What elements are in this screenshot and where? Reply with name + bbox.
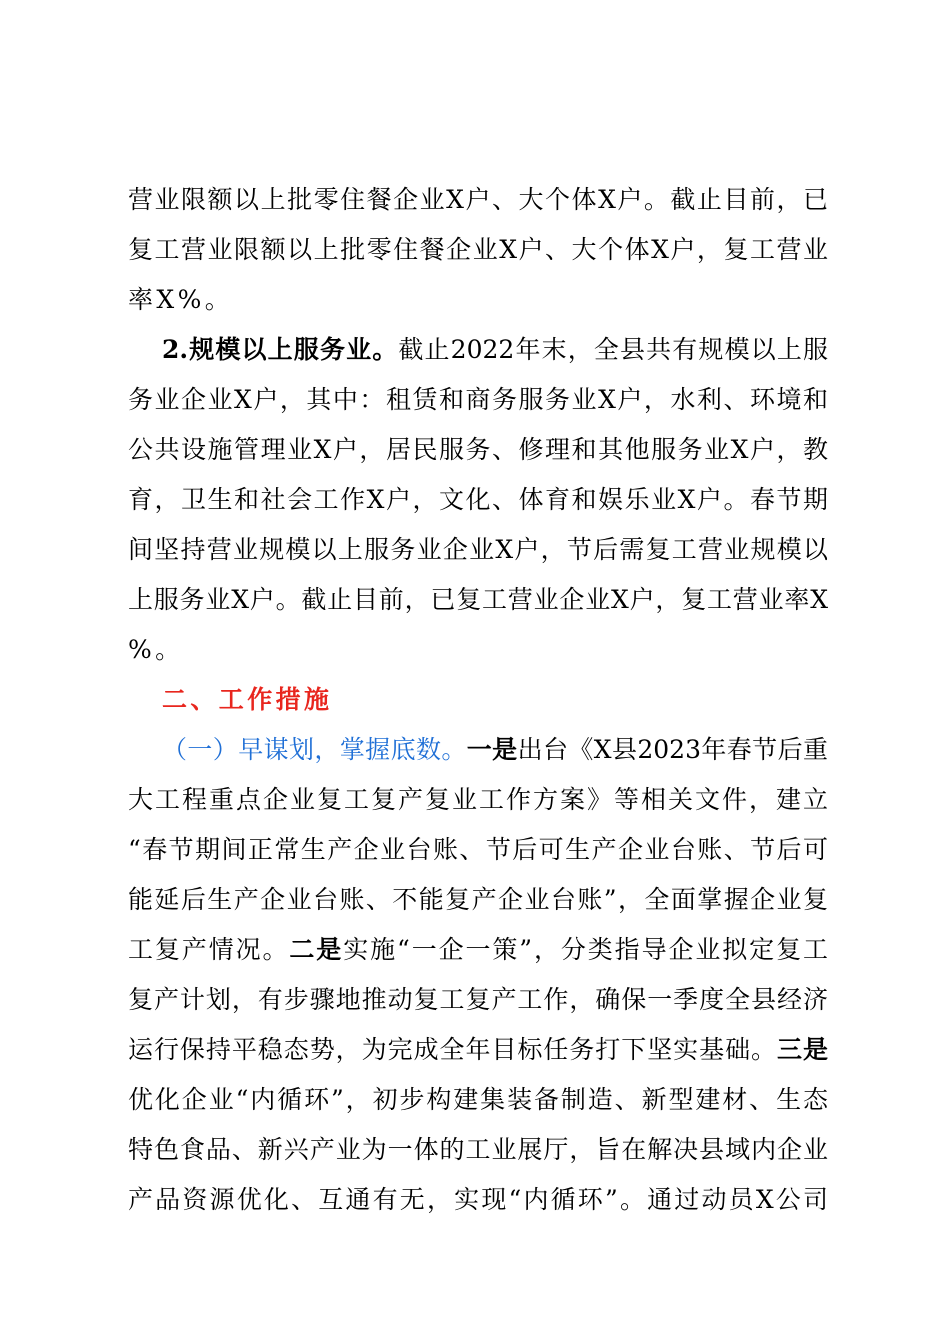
point-one-text: 出台《X县2023年春节后重: [517, 735, 828, 764]
text-line-3: 率X%。: [128, 285, 234, 314]
text-line-6: 公共设施管理业X户，居民服务、修理和其他服务业X户，教: [128, 435, 828, 464]
para2-line-8: 优化企业“内循环”，初步构建集装备制造、新型建材、生态: [128, 1085, 828, 1114]
text-line-5: 务业企业X户，其中：租赁和商务服务业X户，水利、环境和: [128, 385, 828, 414]
para2-line-5-a: 工复产情况。: [128, 935, 290, 964]
text-line-2: 复工营业限额以上批零住餐企业X户、大个体X户，复工营业: [128, 235, 828, 264]
para2-line-7-a: 运行保持平稳态势，为完成全年目标任务打下坚实基础。: [128, 1035, 778, 1064]
para2-line-6: 复产计划，有步骤地推动复工复产工作，确保一季度全县经济: [128, 985, 828, 1014]
para2-line-1: [162, 730, 828, 770]
subheading-services: 2.规模以上服务业。: [162, 335, 399, 364]
point-three-label: 三是: [777, 1035, 828, 1064]
para2-line-4: 能延后生产企业台账、不能复产企业台账”，全面掌握企业复: [128, 885, 828, 914]
point-two-label: 二是: [289, 935, 344, 964]
text-line-7: 育，卫生和社会工作X户，文化、体育和娱乐业X户。春节期: [128, 485, 828, 514]
para2-line-3: “春节期间正常生产企业台账、节后可生产企业台账、节后可: [128, 835, 828, 864]
subheading-services-line: [162, 330, 828, 370]
para2-line-9: 特色食品、新兴产业为一体的工业展厅，旨在解决县域内企业: [128, 1135, 828, 1164]
section-heading: 二、工作措施: [162, 685, 333, 714]
text-services-intro: 截止2022年末，全县共有规模以上服: [398, 335, 829, 364]
text-line-1: 营业限额以上批零住餐企业X户、大个体X户。截止目前，已: [128, 185, 828, 214]
text-line-10: %。: [128, 635, 184, 664]
sub-heading: （一）早谋划，掌握底数。: [162, 735, 467, 764]
para2-line-7: [128, 1030, 828, 1070]
text-line-9: 上服务业X户。截止目前，已复工营业企业X户，复工营业率X: [128, 585, 828, 614]
para2-line-5-b: 实施“一企一策”，分类指导企业拟定复工: [343, 935, 828, 964]
text-line-8: 间坚持营业规模以上服务业企业X户，节后需复工营业规模以: [128, 535, 828, 564]
para2-line-5: [128, 930, 828, 970]
point-one-label: 一是: [466, 735, 518, 764]
para2-line-2: 大工程重点企业复工复产复业工作方案》等相关文件，建立: [128, 785, 828, 814]
para2-line-10: 产品资源优化、互通有无，实现“内循环”。通过动员X公司: [128, 1185, 828, 1214]
